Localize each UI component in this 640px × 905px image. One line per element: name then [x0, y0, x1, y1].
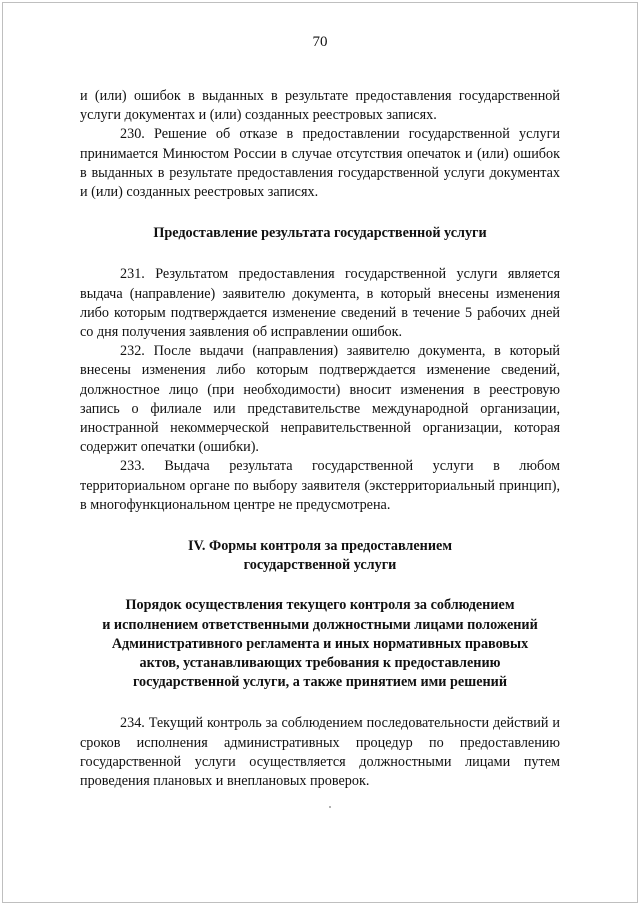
- scan-speck: [329, 806, 331, 808]
- subsection-heading-line: и исполнением ответственными должностными лицами положений: [102, 616, 538, 633]
- subsection-heading: [80, 596, 560, 692]
- document-body: [80, 87, 560, 791]
- subsection-heading-line: Административного регламента и иных нормативных правовых: [111, 635, 529, 652]
- section-heading-line: государственной услуги: [243, 557, 397, 574]
- paragraph-continued: и (или) ошибок в выданных в результате предоставления государственной услуги документах и (или) созданных реестровых записях.: [80, 88, 560, 124]
- section-heading-iv: [80, 537, 560, 575]
- page-number: 70: [312, 34, 328, 50]
- section-heading-line: IV. Формы контроля за предоставлением: [187, 538, 452, 555]
- subsection-heading-line: актов, устанавливающих требования к предоставлению: [139, 655, 501, 672]
- paragraph-230: 230. Решение об отказе в предоставлении государственной услуги принимается Минюстом России в случае отсутствия опечаток и (или) ошибок в выданных в результате предоставления государственной услуги документах и (или) созданных реестровых записях.: [80, 126, 560, 201]
- paragraph-234: 234. Текущий контроль за соблюдением последовательности действий и сроков исполнения административных процедур по предоставлению государственной услуги осуществляется должностными лицами путем проведения плановых и внеплановых проверок.: [80, 715, 560, 790]
- paragraph-231: 231. Результатом предоставления государственной услуги является выдача (направление) заявителю документа, в который внесены изменения либо которым подтверждается изменение сведений в течение 5 рабочих дней со дня получения заявления об исправлении ошибок.: [80, 266, 560, 341]
- paragraph-233: 233. Выдача результата государственной услуги в любом территориальном органе по выбору заявителя (экстерриториальный принцип), в многофункциональном центре не предусмотрена.: [80, 458, 560, 513]
- paragraph-232: 232. После выдачи (направления) заявителю документа, в который внесены изменения либо которым подтверждается изменение сведений, должностное лицо (при необходимости) вносит изменения в реестровую запись о филиале или представительстве международной организации, иностранной некоммерческой неправительственной организации, которая содержит опечатки (ошибки).: [80, 343, 560, 456]
- subsection-heading-line: государственной услуги, а также принятием ими решений: [132, 674, 508, 691]
- subsection-heading-line: Порядок осуществления текущего контроля за соблюдением: [125, 597, 515, 614]
- heading-result: Предоставление результата государственной услуги: [153, 225, 487, 242]
